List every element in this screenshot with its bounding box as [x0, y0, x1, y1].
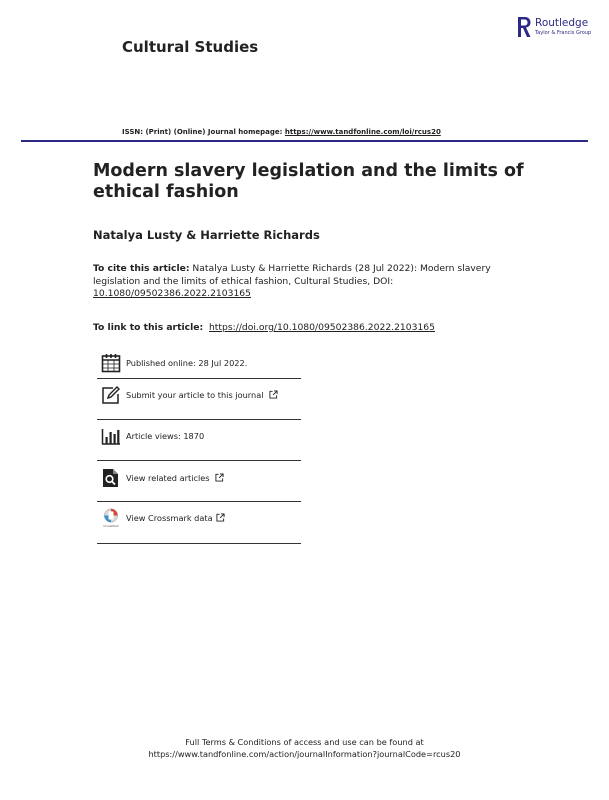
search-document-icon [101, 468, 121, 488]
related-articles-row[interactable] [98, 460, 301, 496]
issn-line [122, 128, 441, 136]
publisher-name: Routledge [535, 17, 589, 29]
issn-label: ISSN: (Print) (Online) Journal homepage: [122, 128, 283, 136]
published-online-label: Published online: 28 Jul 2022. [126, 358, 248, 368]
crossmark-label: View Crossmark data [126, 513, 213, 523]
journal-homepage-link[interactable]: https://www.tandfonline.com/loi/rcus20 [284, 128, 441, 136]
submit-article-link[interactable] [126, 390, 278, 400]
external-link-icon [216, 513, 225, 522]
article-views-row [98, 418, 301, 454]
cite-doi-link[interactable]: 10.1080/09502386.2022.2103165 [93, 288, 251, 299]
publisher-logo[interactable] [516, 16, 596, 42]
divider [97, 543, 301, 544]
external-link-icon [215, 473, 224, 482]
article-authors: Natalya Lusty & Harriette Richards [93, 228, 320, 242]
related-articles-link[interactable] [126, 473, 224, 483]
related-articles-label: View related articles [126, 473, 210, 483]
article-title: Modern slavery legislation and the limits of ethical fashion [93, 161, 524, 202]
crossmark-badge-text: CrossMark [103, 523, 119, 528]
article-link-line [93, 322, 435, 333]
footer-terms-link[interactable]: https://www.tandfonline.com/action/journalInformation?journalCode=rcus20 [148, 748, 461, 759]
bar-chart-icon [101, 426, 121, 446]
cite-text: Natalya Lusty & Harriette Richards (28 Jul 2022): Modern slavery legislation and the limits of ethical fashion, Cultural Studies, DOI: [93, 263, 491, 287]
submit-article-row[interactable] [98, 377, 301, 413]
link-label: To link to this article: [93, 322, 204, 333]
crossmark-row[interactable] [98, 500, 301, 536]
external-link-icon [269, 390, 278, 399]
edit-icon [101, 385, 121, 405]
submit-article-label: Submit your article to this journal [126, 390, 264, 400]
crossmark-link[interactable] [126, 513, 225, 523]
article-views-label: Article views: 1870 [126, 431, 205, 441]
publisher-subtitle: Taylor & Francis Group [535, 30, 592, 36]
cite-label: To cite this article: [93, 263, 190, 274]
crossmark-icon [101, 508, 121, 528]
journal-title: Cultural Studies [122, 38, 259, 56]
calendar-icon [101, 353, 121, 373]
header-divider [21, 140, 588, 142]
published-online-row [98, 345, 301, 381]
citation [93, 263, 533, 301]
footer-terms-text: Full Terms & Conditions of access and use can be found at [185, 737, 424, 747]
routledge-r-icon [516, 16, 532, 38]
article-doi-link[interactable]: https://doi.org/10.1080/09502386.2022.2103165 [208, 322, 435, 333]
footer [0, 737, 609, 760]
